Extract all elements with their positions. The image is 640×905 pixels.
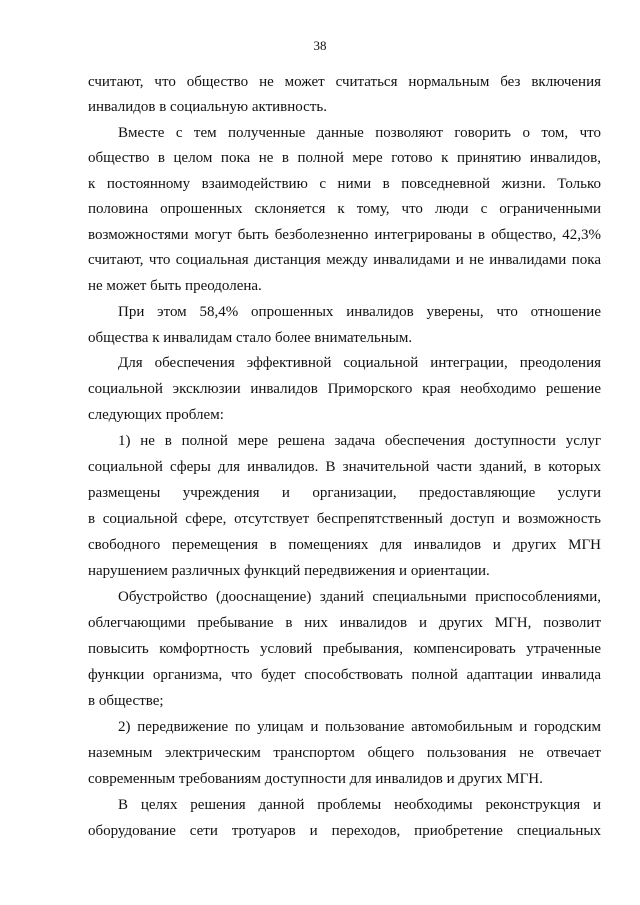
text-line: наземным электрическим транспортом общего пользования не отвечает [88, 745, 601, 761]
text-line: современным требованиям доступности для инвалидов и других МГН. [88, 771, 543, 787]
text-line: считают, что общество не может считаться нормальным без включения [88, 74, 601, 90]
text-line: общество в целом пока не в полной мере готово к принятию инвалидов, [88, 150, 601, 166]
page-number: 38 [313, 38, 327, 53]
text-line: 1) не в полной мере решена задача обеспечения доступности услуг [118, 433, 601, 449]
text-line: общества к инвалидам стало более внимательным. [88, 330, 413, 346]
text-line: половина опрошенных склоняется к тому, что люди с ограниченными [88, 201, 601, 217]
text-line: оборудование сети тротуаров и переходов, приобретение специальных [88, 823, 601, 839]
text-line: В целях решения данной проблемы необходимы реконструкция и [118, 797, 601, 813]
text-line: 2) передвижение по улицам и пользование автомобильным и городским [118, 719, 601, 735]
text-line: Вместе с тем полученные данные позволяют говорить о том, что [118, 125, 601, 141]
text-line: облегчающими пребывание в них инвалидов и других МГН, позволит [88, 615, 601, 631]
text-line: следующих проблем: [88, 407, 224, 423]
text-line: Обустройство (дооснащение) зданий специальными приспособлениями, [118, 589, 601, 605]
text-line: к постоянному взаимодействию с ними в повседневной жизни. Только [88, 176, 601, 192]
text-line: Для обеспечения эффективной социальной интеграции, преодоления [118, 355, 601, 371]
text-line: функции организма, что будет способствовать полной адаптации инвалида [88, 667, 601, 683]
text-line: возможностями могут быть безболезненно интегрированы в общество, 42,3% [88, 227, 601, 243]
text-line: повысить комфортность условий пребывания, компенсировать утраченные [88, 641, 601, 657]
text-line: размещены учреждения и организации, предоставляющие услуги [88, 485, 601, 501]
text-line: При этом 58,4% опрошенных инвалидов уверены, что отношение [118, 304, 601, 320]
text-line: в социальной сфере, отсутствует беспрепятственный доступ и возможность [88, 511, 601, 527]
text-line: инвалидов в социальную активность. [88, 99, 327, 115]
text-line: не может быть преодолена. [88, 278, 262, 294]
text-line: нарушением различных функций передвижения и ориентации. [88, 563, 490, 579]
text-line: социальной сферы для инвалидов. В значительной части зданий, в которых [88, 459, 601, 475]
text-line: в обществе; [88, 693, 164, 709]
text-line: социальной эксклюзии инвалидов Приморского края необходимо решение [88, 381, 601, 397]
text-line: считают, что социальная дистанция между инвалидами и не инвалидами пока [88, 252, 601, 268]
text-line: свободного перемещения в помещениях для инвалидов и других МГН [88, 537, 601, 553]
